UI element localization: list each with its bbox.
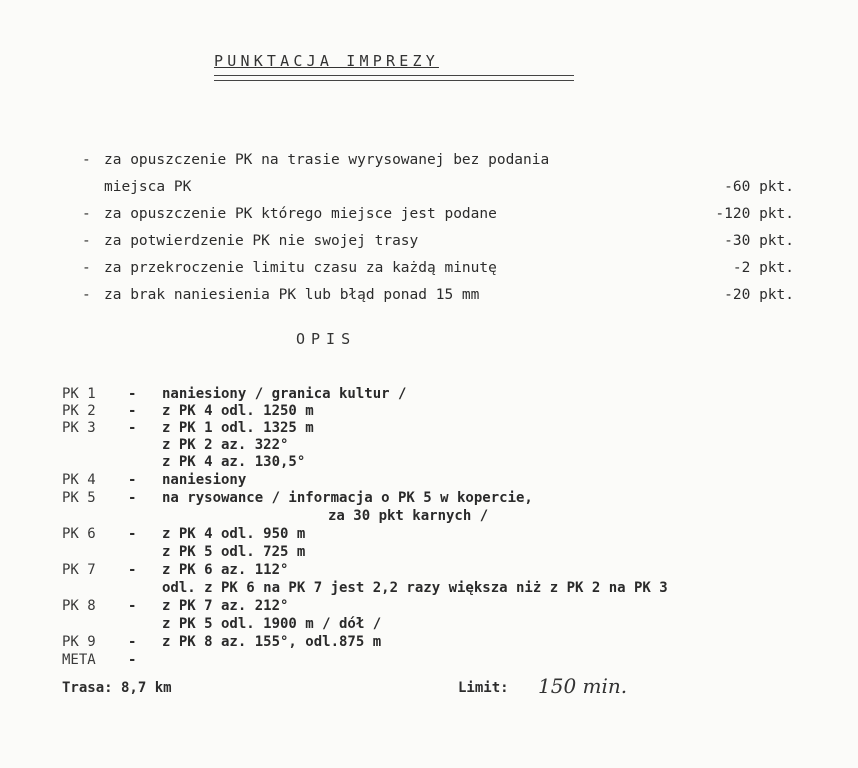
checkpoint-dash: - [128,634,137,650]
checkpoint-description: z PK 7 az. 212° [162,598,289,614]
checkpoint-dash: - [128,652,137,668]
checkpoint-label: PK 9 [62,634,96,650]
penalty-text: za brak naniesienia PK lub błąd ponad 15 mm [104,287,480,303]
checkpoint-description: z PK 6 az. 112° [162,562,289,578]
checkpoint-description: odl. z PK 6 na PK 7 jest 2,2 razy większa niż z PK 2 na PK 3 [162,580,668,596]
checkpoint-dash: - [128,598,137,614]
checkpoint-dash: - [128,420,137,436]
route-length: Trasa: 8,7 km [62,680,172,696]
penalty-points: -20 pkt. [724,287,794,303]
checkpoint-dash: - [128,562,137,578]
page-title: PUNKTACJA IMPREZY [214,52,439,70]
penalty-dash: - [82,287,91,303]
penalty-text: miejsca PK [104,179,192,195]
checkpoint-description: z PK 1 odl. 1325 m [162,420,314,436]
checkpoint-label: PK 3 [62,420,96,436]
limit-label: Limit: [458,680,509,696]
penalty-dash: - [82,206,91,222]
penalty-dash: - [82,260,91,276]
checkpoint-label: PK 8 [62,598,96,614]
penalty-points: -60 pkt. [724,179,794,195]
penalty-text: za przekroczenie limitu czasu za każdą minutę [104,260,497,276]
opis-heading: OPIS [296,330,357,348]
checkpoint-label: PK 1 [62,386,96,402]
checkpoint-description: za 30 pkt karnych / [328,508,489,524]
penalty-points: -2 pkt. [732,260,794,276]
checkpoint-dash: - [128,526,137,542]
title-double-underline [214,75,574,81]
checkpoint-dash: - [128,472,137,488]
checkpoint-dash: - [128,490,137,506]
checkpoint-description: z PK 2 az. 322° [162,437,289,453]
penalty-text: za opuszczenie PK którego miejsce jest podane [104,206,497,222]
limit-value-handwritten: 150 min. [538,674,628,698]
penalty-points: -30 pkt. [724,233,794,249]
checkpoint-label: PK 7 [62,562,96,578]
checkpoint-description: naniesiony / granica kultur / [162,386,407,402]
checkpoint-description: naniesiony [162,472,247,488]
checkpoint-description: na rysowance / informacja o PK 5 w kopercie, [162,490,533,506]
checkpoint-label: PK 2 [62,403,96,419]
checkpoint-dash: - [128,403,137,419]
penalty-dash: - [82,152,91,168]
penalty-dash: - [82,233,91,249]
checkpoint-dash: - [128,386,137,402]
checkpoint-label: PK 6 [62,526,96,542]
checkpoint-description: z PK 4 odl. 950 m [162,526,306,542]
penalty-points: -120 pkt. [715,206,794,222]
checkpoint-description: z PK 5 odl. 725 m [162,544,306,560]
penalty-text: za potwierdzenie PK nie swojej trasy [104,233,419,249]
checkpoint-description: z PK 4 az. 130,5° [162,454,306,470]
checkpoint-label: PK 5 [62,490,96,506]
penalty-text: za opuszczenie PK na trasie wyrysowanej bez podania [104,152,550,168]
checkpoint-description: z PK 5 odl. 1900 m / dół / [162,616,382,632]
checkpoint-label: PK 4 [62,472,96,488]
checkpoint-label: META [62,652,96,668]
checkpoint-description: z PK 8 az. 155°, odl.875 m [162,634,382,650]
checkpoint-description: z PK 4 odl. 1250 m [162,403,314,419]
